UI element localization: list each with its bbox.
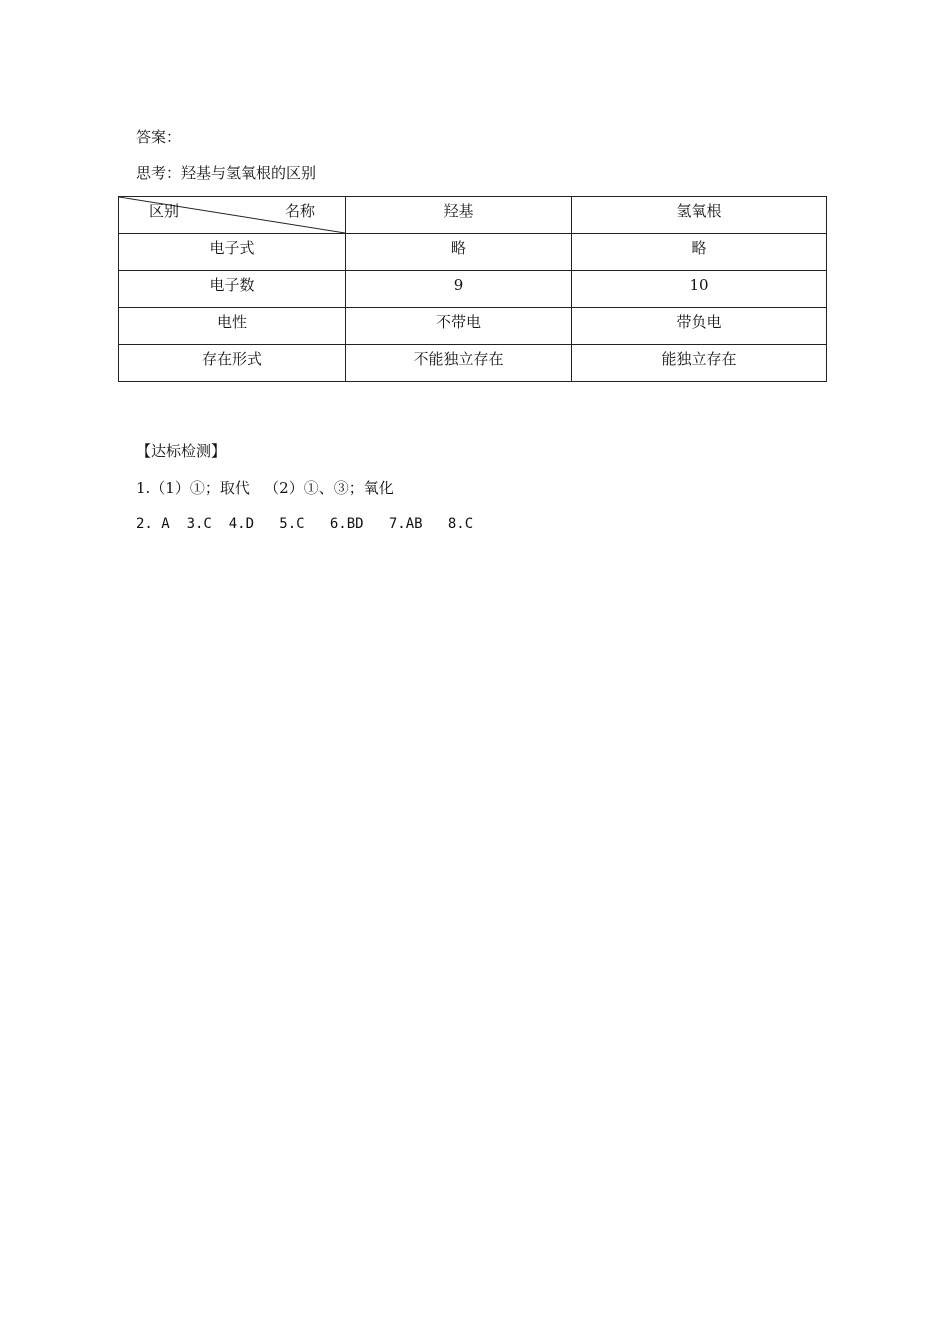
table-header-row: [119, 197, 827, 234]
cell-hydroxide: 带负电: [572, 308, 827, 345]
section-heading: 【达标检测】: [136, 442, 227, 460]
answer-line-2: 2. A 3.C 4.D 5.C 6.BD 7.AB 8.C: [136, 516, 474, 532]
table-row: [119, 271, 827, 308]
cell-hydroxyl: 不带电: [346, 308, 572, 345]
corner-label-right: 名称: [284, 202, 315, 220]
cell-hydroxyl: 略: [346, 234, 572, 271]
diagonal-corner-cell: [119, 197, 346, 234]
cell-hydroxide: 略: [572, 234, 827, 271]
cell-hydroxide: 能独立存在: [572, 345, 827, 382]
header-hydroxyl: 羟基: [346, 197, 572, 234]
row-label: 电性: [119, 308, 346, 345]
row-label: 电子式: [119, 234, 346, 271]
table-row: [119, 308, 827, 345]
think-heading: 思考：羟基与氢氧根的区别: [136, 164, 317, 182]
cell-hydroxide: 10: [572, 271, 827, 308]
cell-hydroxyl: 9: [346, 271, 572, 308]
corner-label-left: 区别: [149, 202, 180, 220]
answer-label: 答案：: [136, 128, 182, 146]
table-row: [119, 234, 827, 271]
table-row: [119, 345, 827, 382]
row-label: 存在形式: [119, 345, 346, 382]
header-hydroxide: 氢氧根: [572, 197, 827, 234]
comparison-table: [118, 196, 827, 382]
cell-hydroxyl: 不能独立存在: [346, 345, 572, 382]
answer-line-1: 1.（1）①；取代 （2）①、③；氧化: [136, 479, 394, 497]
row-label: 电子数: [119, 271, 346, 308]
